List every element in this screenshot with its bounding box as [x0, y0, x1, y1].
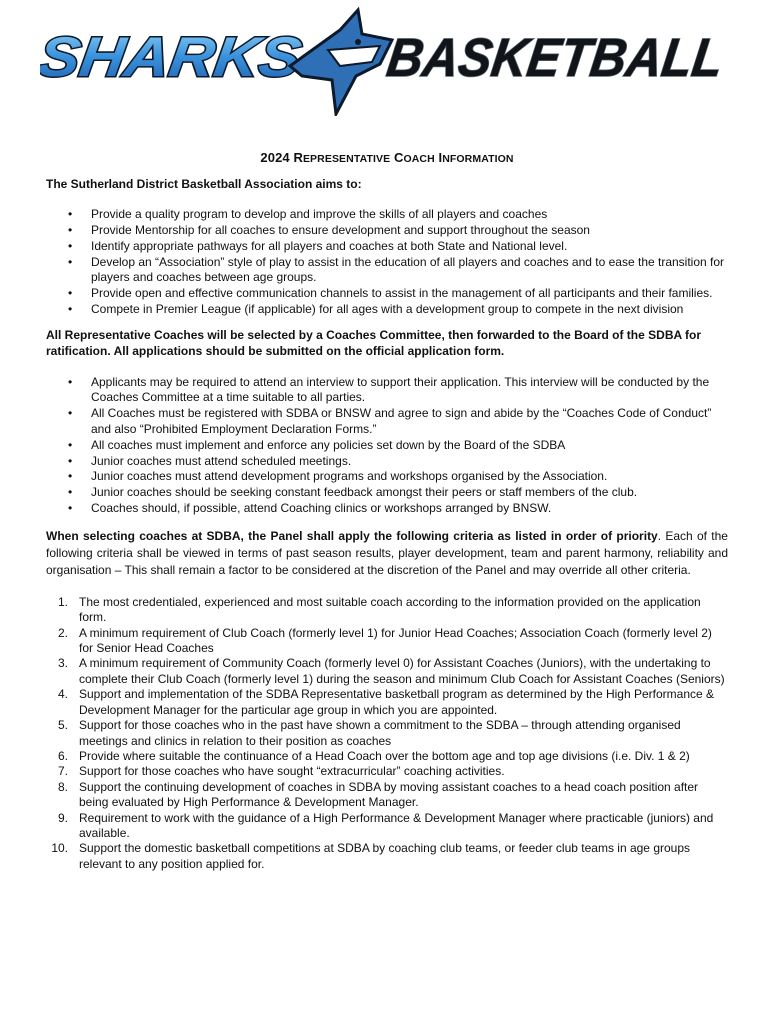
list-item: • All coaches must implement and enforce any policies set down by the Board of the SDBA [46, 438, 728, 453]
sharks-basketball-logo [40, 6, 740, 116]
criteria-paragraph [46, 528, 728, 580]
aims-list [46, 207, 728, 317]
criteria-paragraph-bold: When selecting coaches at SDBA, the Panel shall apply the following criteria as listed in order of priority [46, 528, 658, 543]
criteria-paragraph-rest: . Each of the following criteria shall be viewed in terms of past season results, player development, team and parent harmony, reliability and organisation – This shall remain a factor to be considered at the discretion of the Panel and may override all other criteria. [46, 528, 728, 578]
list-item: 7. Support for those coaches who have sought “extracurricular” coaching activities. [57, 764, 505, 779]
list-item: 5. Support for those coaches who in the past have shown a commitment to the SDBA – through attending organised meetings and clinics in relation to their position as coaches [57, 718, 681, 748]
list-item: 2. A minimum requirement of Club Coach (formerly level 1) for Junior Head Coaches; Association Coach (formerly level 2) for Senior Head Coaches [57, 625, 712, 656]
logo-left-text: SHARKS [40, 25, 280, 88]
list-item: • Provide a quality program to develop and improve the skills of all players and coaches [46, 207, 728, 222]
list-item: • Applicants may be required to attend an interview to support their application. This interview will be conducted by the Coaches Committee at a time suitable to all parties. [46, 375, 728, 406]
logo-right-text: BASKETBALL [383, 28, 740, 88]
intro-heading: The Sutherland District Basketball Association aims to: [46, 177, 362, 192]
page-title: 2024 REPRESENTATIVE COACH INFORMATION [260, 150, 514, 165]
list-item: • Junior coaches should be seeking constant feedback amongst their peers or staff members of the club. [46, 485, 728, 500]
list-item: • Identify appropriate pathways for all players and coaches at both State and National level. [46, 239, 728, 254]
list-item: • Coaches should, if possible, attend Coaching clinics or workshops arranged by BNSW. [46, 501, 728, 516]
list-item: • Provide Mentorship for all coaches to ensure development and support throughout the season [46, 223, 728, 238]
list-item: • Provide open and effective communication channels to assist in the management of all participants and their families. [46, 286, 728, 301]
list-item: • Develop an “Association” style of play to assist in the education of all players and coaches and to ease the transition for players and coaches between age groups. [46, 255, 728, 286]
list-item: 3. A minimum requirement of Community Coach (formerly level 0) for Assistant Coaches (Juniors), with the undertaking to complete their Club Coach (formerly level 1) during the season and minimum Club Coach for Assistant Coaches (Seniors) [57, 656, 725, 686]
selection-paragraph: All Representative Coaches will be selected by a Coaches Committee, then forwarded to the Board of the SDBA for ratification. All applications should be submitted on the official application form. [46, 328, 702, 358]
list-item: • Junior coaches must attend development programs and workshops organised by the Association. [46, 469, 728, 484]
list-item: 9. Requirement to work with the guidance of a High Performance & Development Manager where practicable (juniors) and available. [57, 810, 714, 840]
list-item: 4. Support and implementation of the SDBA Representative basketball program as determined by the High Performance & Development Manager for the particular age group in which you are appointed. [57, 687, 715, 717]
document-body [46, 150, 728, 872]
shark-mascot-icon [290, 10, 392, 114]
list-item: • Junior coaches must attend scheduled meetings. [46, 454, 728, 469]
list-item: 6. Provide where suitable the continuance of a Head Coach over the bottom age and top age divisions (i.e. Div. 1 & 2) [57, 748, 690, 763]
list-item: • Compete in Premier League (if applicable) for all ages with a development group to compete in the next division [46, 302, 728, 317]
criteria-list [46, 595, 728, 872]
logo-graphic [40, 6, 740, 116]
list-item: 1. The most credentialed, experienced and most suitable coach according to the information provided on the application form. [57, 594, 701, 625]
requirements-list [46, 375, 728, 517]
list-item: 10. Support the domestic basketball competitions at SDBA by coaching club teams, or feeder club teams in age groups relevant to any position applied for. [51, 841, 691, 871]
list-item: 8. Support the continuing development of coaches in SDBA by moving assistant coaches to a head coach position after being evaluated by High Performance & Development Manager. [57, 779, 699, 810]
list-item: • All Coaches must be registered with SDBA or BNSW and agree to sign and abide by the “Coaches Code of Conduct” and also “Prohibited Employment Declaration Forms.” [46, 406, 728, 437]
